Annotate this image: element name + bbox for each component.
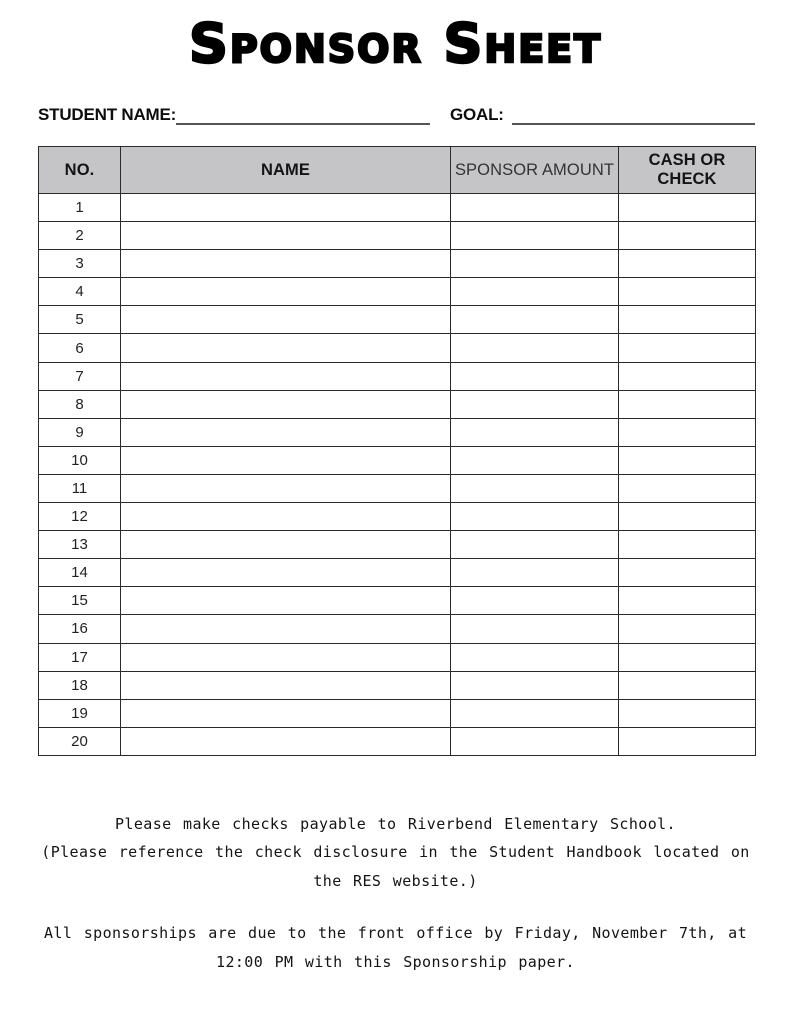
student-name-field xyxy=(38,104,430,126)
cell-no: 10 xyxy=(39,446,121,474)
cell-no: 9 xyxy=(39,418,121,446)
student-name-line xyxy=(176,105,430,125)
fill-in-fields-row xyxy=(38,104,755,126)
cell-no: 7 xyxy=(39,362,121,390)
note-line: Please make checks payable to Riverbend Elementary School. xyxy=(115,814,676,833)
cell-sponsor-amount xyxy=(451,390,619,418)
cell-cash-or-check xyxy=(619,474,756,502)
cell-sponsor-amount xyxy=(451,362,619,390)
column-header-no: NO. xyxy=(39,147,121,194)
cell-name xyxy=(121,250,451,278)
cell-sponsor-amount xyxy=(451,699,619,727)
cell-name xyxy=(121,531,451,559)
cell-name xyxy=(121,671,451,699)
table-row xyxy=(39,362,756,390)
cell-sponsor-amount xyxy=(451,559,619,587)
column-header-sponsor-amount: SPONSOR AMOUNT xyxy=(451,147,619,194)
cell-name xyxy=(121,503,451,531)
cell-no: 15 xyxy=(39,587,121,615)
cell-name xyxy=(121,699,451,727)
note-line: (Please reference the check disclosure in the Student Handbook located on xyxy=(41,843,750,862)
cell-cash-or-check xyxy=(619,390,756,418)
table-row xyxy=(39,278,756,306)
cell-sponsor-amount xyxy=(451,418,619,446)
page-title: Sponsor Sheet xyxy=(188,12,603,75)
table-row xyxy=(39,474,756,502)
cell-sponsor-amount xyxy=(451,334,619,362)
cell-no: 5 xyxy=(39,306,121,334)
cell-cash-or-check xyxy=(619,503,756,531)
cell-cash-or-check xyxy=(619,222,756,250)
header-row xyxy=(39,147,756,194)
table-row xyxy=(39,559,756,587)
cell-name xyxy=(121,727,451,755)
cell-sponsor-amount xyxy=(451,671,619,699)
cell-no: 6 xyxy=(39,334,121,362)
cell-cash-or-check xyxy=(619,699,756,727)
cell-sponsor-amount xyxy=(451,222,619,250)
cell-cash-or-check xyxy=(619,334,756,362)
table-row xyxy=(39,250,756,278)
cell-no: 8 xyxy=(39,390,121,418)
cell-cash-or-check xyxy=(619,306,756,334)
sponsor-sheet-page xyxy=(0,8,791,1032)
goal-label: GOAL: xyxy=(450,105,504,124)
cell-no: 20 xyxy=(39,727,121,755)
cell-name xyxy=(121,306,451,334)
table-row xyxy=(39,587,756,615)
cell-name xyxy=(121,390,451,418)
cell-no: 16 xyxy=(39,615,121,643)
table-row xyxy=(39,194,756,222)
cell-name xyxy=(121,474,451,502)
cell-name xyxy=(121,334,451,362)
cell-no: 11 xyxy=(39,474,121,502)
cell-no: 18 xyxy=(39,671,121,699)
cell-sponsor-amount xyxy=(451,194,619,222)
cell-name xyxy=(121,194,451,222)
cell-no: 13 xyxy=(39,531,121,559)
table-row xyxy=(39,699,756,727)
cell-no: 19 xyxy=(39,699,121,727)
cell-no: 17 xyxy=(39,643,121,671)
cell-no: 3 xyxy=(39,250,121,278)
goal-field xyxy=(450,104,755,126)
cell-cash-or-check xyxy=(619,418,756,446)
cell-sponsor-amount xyxy=(451,306,619,334)
cell-sponsor-amount xyxy=(451,615,619,643)
cell-no: 4 xyxy=(39,278,121,306)
column-header-cash-or-check: CASH OR CHECK xyxy=(619,147,756,194)
student-name-label: STUDENT NAME: xyxy=(38,105,177,124)
cell-sponsor-amount xyxy=(451,587,619,615)
sponsor-table-body xyxy=(39,194,756,756)
note-line: 12:00 PM with this Sponsorship paper. xyxy=(216,952,575,971)
checks-payable-note xyxy=(0,810,791,896)
cell-cash-or-check xyxy=(619,362,756,390)
goal-line xyxy=(512,105,755,125)
due-date-note xyxy=(0,919,791,976)
cell-name xyxy=(121,418,451,446)
table-row xyxy=(39,503,756,531)
table-row xyxy=(39,531,756,559)
table-row xyxy=(39,222,756,250)
cell-cash-or-check xyxy=(619,531,756,559)
note-line: All sponsorships are due to the front office by Friday, November 7th, at xyxy=(43,924,747,943)
cell-cash-or-check xyxy=(619,278,756,306)
cell-sponsor-amount xyxy=(451,531,619,559)
cell-cash-or-check xyxy=(619,559,756,587)
cell-name xyxy=(121,362,451,390)
cell-cash-or-check xyxy=(619,587,756,615)
cell-sponsor-amount xyxy=(451,727,619,755)
table-row xyxy=(39,727,756,755)
cell-sponsor-amount xyxy=(451,643,619,671)
cell-no: 1 xyxy=(39,194,121,222)
table-row xyxy=(39,334,756,362)
cell-name xyxy=(121,559,451,587)
cell-sponsor-amount xyxy=(451,503,619,531)
cell-name xyxy=(121,643,451,671)
sponsor-table xyxy=(38,146,756,756)
cell-cash-or-check xyxy=(619,194,756,222)
cell-name xyxy=(121,446,451,474)
cell-cash-or-check xyxy=(619,671,756,699)
table-row xyxy=(39,643,756,671)
cell-sponsor-amount xyxy=(451,278,619,306)
cell-cash-or-check xyxy=(619,727,756,755)
cell-no: 2 xyxy=(39,222,121,250)
table-row xyxy=(39,671,756,699)
cell-sponsor-amount xyxy=(451,446,619,474)
table-row xyxy=(39,615,756,643)
cell-cash-or-check xyxy=(619,643,756,671)
cell-name xyxy=(121,615,451,643)
cell-cash-or-check xyxy=(619,615,756,643)
table-row xyxy=(39,390,756,418)
table-row xyxy=(39,306,756,334)
cell-name xyxy=(121,587,451,615)
cell-name xyxy=(121,278,451,306)
note-line: the RES website.) xyxy=(313,871,478,890)
table-row xyxy=(39,446,756,474)
sponsor-table-header xyxy=(39,147,756,194)
cell-cash-or-check xyxy=(619,446,756,474)
cell-no: 12 xyxy=(39,503,121,531)
table-row xyxy=(39,418,756,446)
cell-name xyxy=(121,222,451,250)
column-header-name: NAME xyxy=(121,147,451,194)
cell-sponsor-amount xyxy=(451,474,619,502)
cell-no: 14 xyxy=(39,559,121,587)
cell-cash-or-check xyxy=(619,250,756,278)
cell-sponsor-amount xyxy=(451,250,619,278)
